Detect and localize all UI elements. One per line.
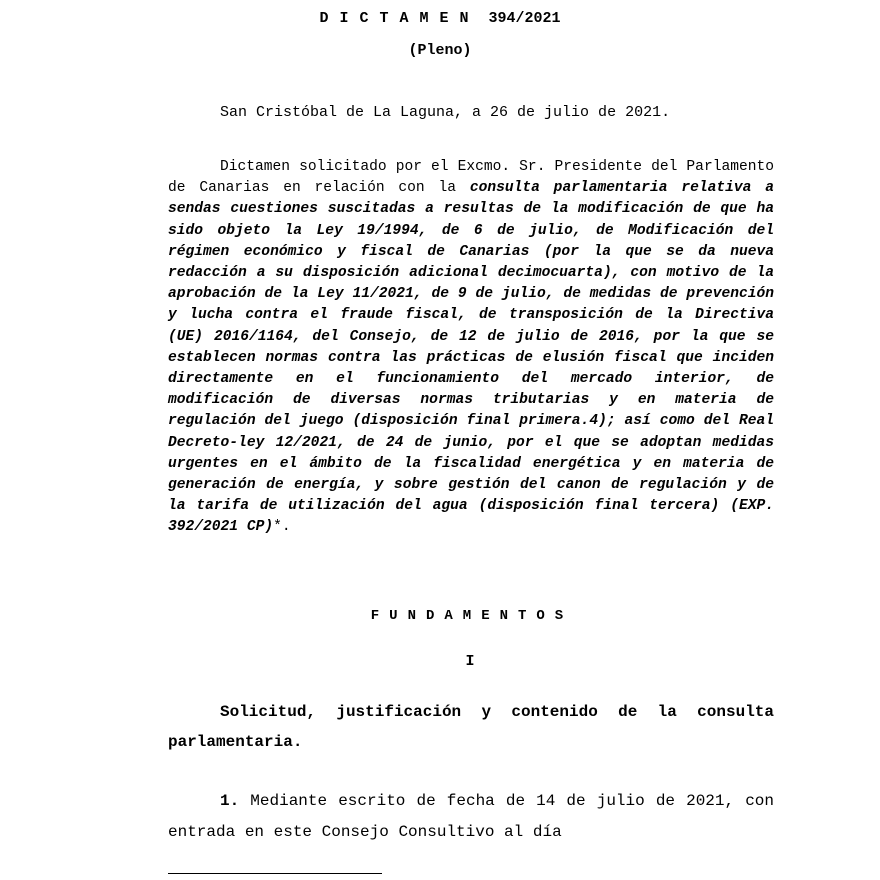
intro-plain-text: Dictamen solicitado por el Excmo. Sr. Presidente del Parlamento de Canarias en relación con la [168,159,774,197]
intro-tail: *. [273,519,291,536]
document-subtitle: (Pleno) [408,42,472,59]
paragraph-1 [168,786,774,848]
place-date: San Cristóbal de La Laguna, a 26 de julio de 2021. [220,104,671,121]
paragraph-text: Mediante escrito de fecha de 14 de julio de 2021, con entrada en este Consejo Consultivo al día [168,792,774,841]
paragraph-number: 1. [220,792,240,810]
section-number: I [465,653,475,670]
title-number: 394/2021 [488,10,561,27]
fundamentos-heading: FUNDAMENTOS [370,608,574,624]
footnote-separator [168,873,382,874]
title-word: DICTAMEN [319,10,480,27]
intro-paragraph [168,157,774,539]
intro-italic-text: consulta parlamentaria relativa a sendas cuestiones suscitadas a resultas de la modificación de que ha sido objeto la Ley 19/1994, de 6 de julio, de Modificación del régimen económico y fiscal de Canarias (por la que se da nueva redacción a su disposición adicional decimocuarta), con motivo de la aprobación de la Ley 11/2021, de 9 de julio, de medidas de prevención y lucha contra el fraude fiscal, de transposición de la Directiva (UE) 2016/1164, del Consejo, de 12 de julio de 2016, por la que se establecen normas contra las prácticas de elusión fiscal que inciden directamente en el funcionamiento del mercado interior, de modificación de diversas normas tributarias y en materia de regulación del juego (disposición final primera.4); así como del Real Decreto-ley 12/2021, de 24 de junio, por el que se adoptan medidas urgentes en el ámbito de la fiscalidad energética y en materia de generación de energía, y sobre gestión del canon de regulación y de la tarifa de utilización del agua (disposición final tercera) (EXP. 392/2021 CP) [168,180,774,536]
section-title: Solicitud, justificación y contenido de la consulta parlamentaria. [168,703,774,751]
document-title [0,10,880,27]
